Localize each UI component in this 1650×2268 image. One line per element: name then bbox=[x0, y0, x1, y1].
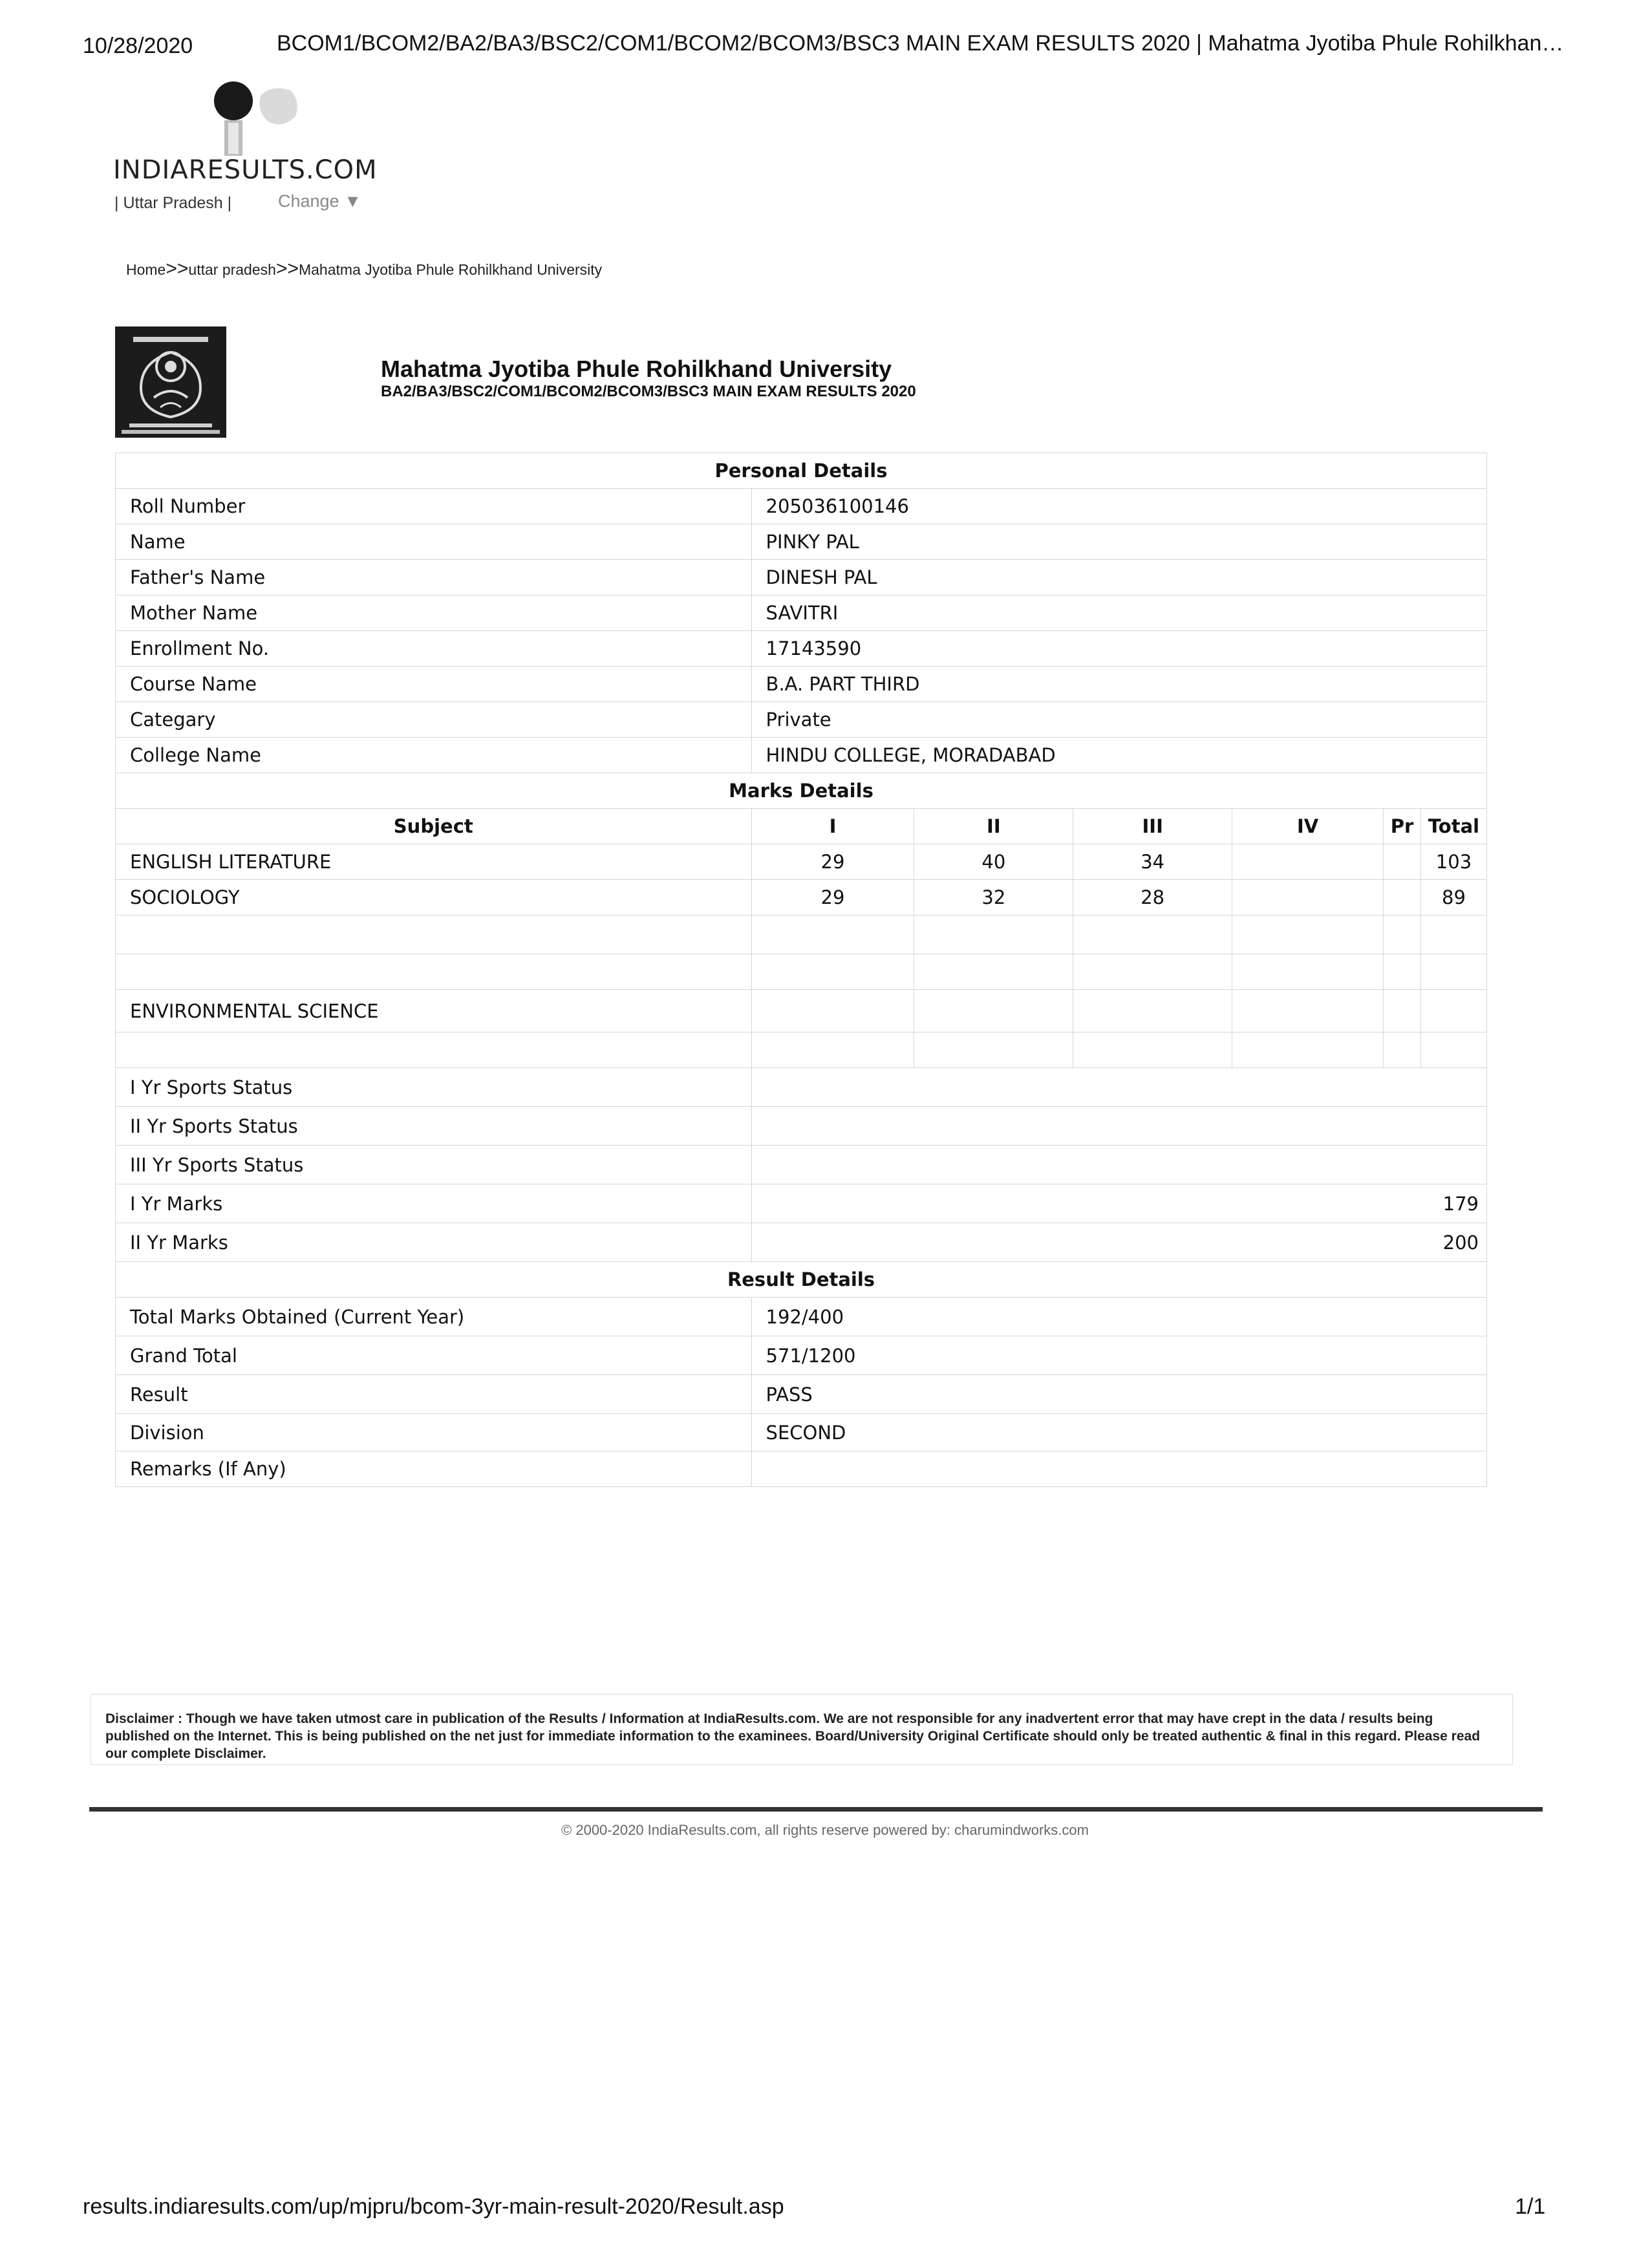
table-row bbox=[116, 1336, 1487, 1375]
change-state-link[interactable]: Change ▼ bbox=[278, 191, 361, 211]
course-name-value: B.A. PART THIRD bbox=[751, 667, 1486, 702]
field-label: Name bbox=[116, 524, 752, 560]
column-header: IV bbox=[1232, 809, 1384, 844]
print-date: 10/28/2020 bbox=[83, 34, 193, 58]
table-row bbox=[116, 631, 1487, 667]
subject-name bbox=[116, 915, 752, 954]
table-row bbox=[116, 990, 1487, 1032]
university-emblem bbox=[115, 326, 226, 438]
mark-cell: 40 bbox=[914, 844, 1073, 880]
mark-cell bbox=[751, 1032, 914, 1068]
mark-cell bbox=[1232, 915, 1384, 954]
breadcrumb-university[interactable]: Mahatma Jyotiba Phule Rohilkhand University bbox=[298, 261, 603, 278]
mark-cell bbox=[1383, 844, 1420, 880]
subject-name bbox=[116, 1032, 752, 1068]
table-row bbox=[116, 702, 1487, 738]
subject-name: ENGLISH LITERATURE bbox=[116, 844, 752, 880]
category-value: Private bbox=[751, 702, 1486, 738]
mark-cell bbox=[1073, 915, 1232, 954]
mark-cell bbox=[1383, 990, 1420, 1032]
table-row bbox=[116, 1375, 1487, 1414]
field-label: I Yr Marks bbox=[116, 1184, 752, 1223]
breadcrumb-home[interactable]: Home bbox=[126, 261, 166, 278]
total-cell: 103 bbox=[1420, 844, 1486, 880]
total-cell bbox=[1420, 915, 1486, 954]
field-label: Remarks (If Any) bbox=[116, 1451, 752, 1487]
remarks-value bbox=[751, 1451, 1486, 1487]
table-row bbox=[116, 1032, 1487, 1068]
subject-name: ENVIRONMENTAL SCIENCE bbox=[116, 990, 752, 1032]
exam-title: BA2/BA3/BSC2/COM1/BCOM2/BCOM3/BSC3 MAIN EXAM RESULTS 2020 bbox=[381, 383, 916, 400]
mark-cell: 32 bbox=[914, 880, 1073, 915]
subject-name: SOCIOLOGY bbox=[116, 880, 752, 915]
mark-cell bbox=[1232, 1032, 1384, 1068]
print-page-title: BCOM1/BCOM2/BA2/BA3/BSC2/COM1/BCOM2/BCOM3/BSC3 MAIN EXAM RESULTS 2020 | Mahatma Jyotiba Phule Rohilkhan… bbox=[277, 31, 1564, 56]
mark-cell bbox=[914, 915, 1073, 954]
marks-details-heading: Marks Details bbox=[116, 773, 1487, 809]
breadcrumb-separator: >> bbox=[166, 258, 189, 279]
mark-cell bbox=[1383, 954, 1420, 990]
disclaimer-box bbox=[91, 1694, 1513, 1765]
table-row bbox=[116, 489, 1487, 524]
enrollment-value: 17143590 bbox=[751, 631, 1486, 667]
marks-header-row bbox=[116, 809, 1487, 844]
field-label: Enrollment No. bbox=[116, 631, 752, 667]
state-label: | Uttar Pradesh | bbox=[114, 194, 232, 212]
grand-total-value: 571/1200 bbox=[751, 1336, 1486, 1375]
field-label: III Yr Sports Status bbox=[116, 1146, 752, 1184]
mark-cell bbox=[1383, 915, 1420, 954]
print-page-number: 1/1 bbox=[1515, 2194, 1546, 2219]
column-header: I bbox=[751, 809, 914, 844]
personal-details-heading: Personal Details bbox=[116, 453, 1487, 489]
marks-details-heading-row bbox=[116, 773, 1487, 809]
total-cell bbox=[1420, 1032, 1486, 1068]
total-cell bbox=[1420, 954, 1486, 990]
total-marks-value: 192/400 bbox=[751, 1298, 1486, 1336]
mark-cell bbox=[914, 954, 1073, 990]
table-row bbox=[116, 560, 1487, 595]
total-cell bbox=[1420, 990, 1486, 1032]
site-logo[interactable] bbox=[113, 76, 385, 219]
result-table bbox=[115, 453, 1487, 1487]
field-label: Grand Total bbox=[116, 1336, 752, 1375]
year-marks-value: 200 bbox=[751, 1223, 1486, 1262]
roll-number-value: 205036100146 bbox=[751, 489, 1486, 524]
mark-cell bbox=[914, 1032, 1073, 1068]
mark-cell: 29 bbox=[751, 880, 914, 915]
column-header: Total bbox=[1420, 809, 1486, 844]
mark-cell bbox=[1383, 1032, 1420, 1068]
personal-details-heading-row bbox=[116, 453, 1487, 489]
field-label: II Yr Sports Status bbox=[116, 1107, 752, 1146]
mark-cell bbox=[1232, 844, 1384, 880]
mark-cell bbox=[914, 990, 1073, 1032]
table-row bbox=[116, 1107, 1487, 1146]
field-label: Mother Name bbox=[116, 595, 752, 631]
table-row bbox=[116, 738, 1487, 773]
mark-cell bbox=[751, 990, 914, 1032]
field-label: I Yr Sports Status bbox=[116, 1068, 752, 1107]
disclaimer-text: Disclaimer : Though we have taken utmost care in publication of the Results / Information at IndiaResults.com. We are not responsible for any inadvertent error that may have crept in the data / results being published on the Internet. This is being published on the net just for immediate information to the examinees. Board/University Original Certificate should only be treated authentic & final in this regard. Please read our complete Disclaimer. bbox=[105, 1711, 1481, 1761]
breadcrumb-state[interactable]: uttar pradesh bbox=[188, 261, 276, 278]
division-value: SECOND bbox=[751, 1414, 1486, 1451]
year-marks-value: 179 bbox=[751, 1184, 1486, 1223]
sports-status-value bbox=[751, 1107, 1486, 1146]
print-footer-url: results.indiaresults.com/up/mjpru/bcom-3yr-main-result-2020/Result.asp bbox=[83, 2194, 784, 2219]
site-logo-text: INDIARESULTS.COM bbox=[113, 155, 378, 185]
table-row bbox=[116, 595, 1487, 631]
breadcrumb bbox=[126, 258, 602, 280]
sports-status-value bbox=[751, 1068, 1486, 1107]
total-cell: 89 bbox=[1420, 880, 1486, 915]
table-row bbox=[116, 1451, 1487, 1487]
result-details-heading-row bbox=[116, 1262, 1487, 1298]
university-name: Mahatma Jyotiba Phule Rohilkhand University bbox=[381, 356, 892, 382]
table-row bbox=[116, 1068, 1487, 1107]
mark-cell: 34 bbox=[1073, 844, 1232, 880]
field-label: Result bbox=[116, 1375, 752, 1414]
field-label: College Name bbox=[116, 738, 752, 773]
mark-cell: 28 bbox=[1073, 880, 1232, 915]
field-label: Father's Name bbox=[116, 560, 752, 595]
mark-cell bbox=[1073, 990, 1232, 1032]
name-value: PINKY PAL bbox=[751, 524, 1486, 560]
mark-cell bbox=[1073, 954, 1232, 990]
table-row bbox=[116, 915, 1487, 954]
field-label: II Yr Marks bbox=[116, 1223, 752, 1262]
field-label: Division bbox=[116, 1414, 752, 1451]
mark-cell bbox=[1232, 990, 1384, 1032]
father-name-value: DINESH PAL bbox=[751, 560, 1486, 595]
column-header: Subject bbox=[116, 809, 752, 844]
table-row bbox=[116, 844, 1487, 880]
mark-cell bbox=[1232, 954, 1384, 990]
copyright-text: © 2000-2020 IndiaResults.com, all rights reserve powered by: charumindworks.com bbox=[561, 1822, 1089, 1838]
table-row bbox=[116, 1414, 1487, 1451]
table-row bbox=[116, 1184, 1487, 1223]
university-seal-icon bbox=[115, 326, 226, 438]
table-row bbox=[116, 1298, 1487, 1336]
subject-name bbox=[116, 954, 752, 990]
column-header: III bbox=[1073, 809, 1232, 844]
table-row bbox=[116, 667, 1487, 702]
mark-cell bbox=[1232, 880, 1384, 915]
mark-cell bbox=[1383, 880, 1420, 915]
table-row bbox=[116, 1223, 1487, 1262]
result-value: PASS bbox=[751, 1375, 1486, 1414]
column-header: II bbox=[914, 809, 1073, 844]
field-label: Course Name bbox=[116, 667, 752, 702]
table-row bbox=[116, 954, 1487, 990]
mark-cell: 29 bbox=[751, 844, 914, 880]
mother-name-value: SAVITRI bbox=[751, 595, 1486, 631]
field-label: Roll Number bbox=[116, 489, 752, 524]
mark-cell bbox=[751, 915, 914, 954]
breadcrumb-separator: >> bbox=[275, 258, 299, 279]
field-label: Categary bbox=[116, 702, 752, 738]
footer-divider bbox=[89, 1807, 1543, 1812]
result-details-heading: Result Details bbox=[116, 1262, 1487, 1298]
mark-cell bbox=[751, 954, 914, 990]
table-row bbox=[116, 524, 1487, 560]
column-header: Pr bbox=[1383, 809, 1420, 844]
college-name-value: HINDU COLLEGE, MORADABAD bbox=[751, 738, 1486, 773]
table-row bbox=[116, 880, 1487, 915]
field-label: Total Marks Obtained (Current Year) bbox=[116, 1298, 752, 1336]
mark-cell bbox=[1073, 1032, 1232, 1068]
indiaresults-logo-icon bbox=[210, 76, 404, 157]
table-row bbox=[116, 1146, 1487, 1184]
sports-status-value bbox=[751, 1146, 1486, 1184]
